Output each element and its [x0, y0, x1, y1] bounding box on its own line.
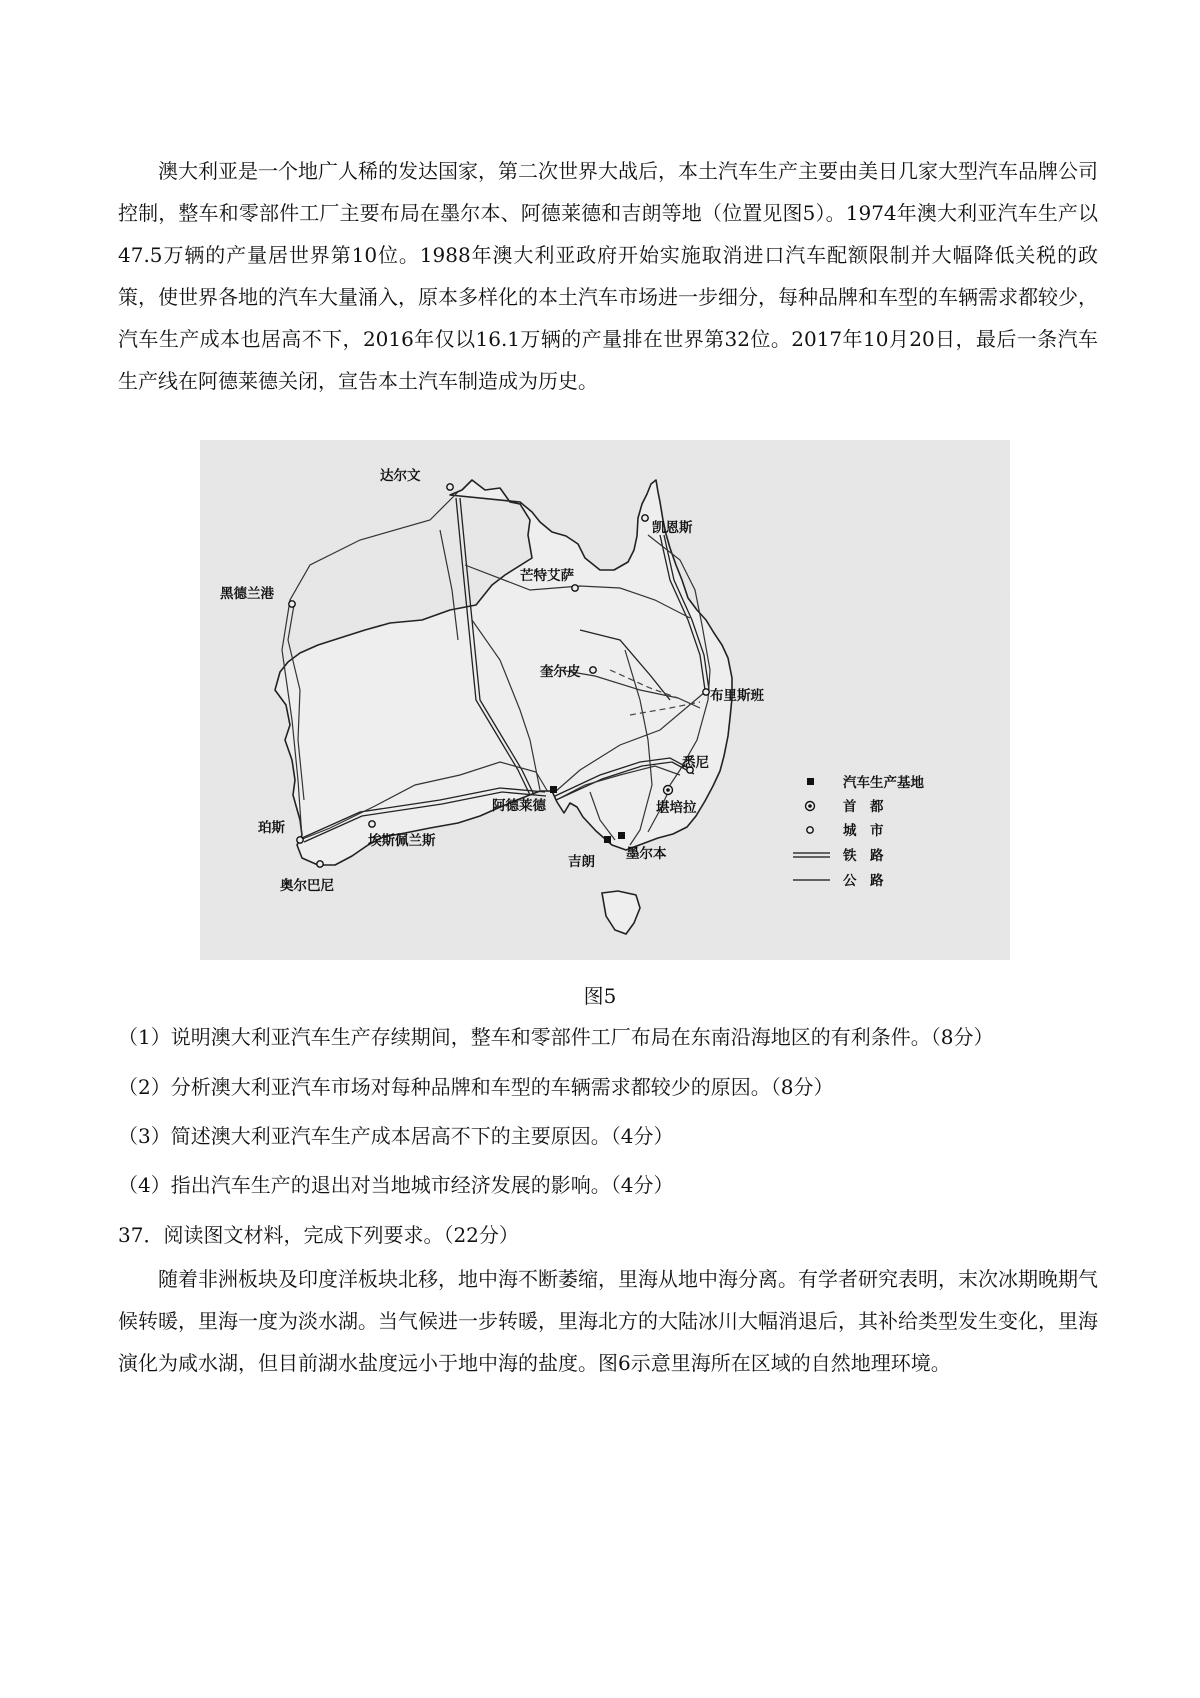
city-marker-esperance: [369, 821, 375, 827]
city-marker-albany: [317, 861, 323, 867]
legend-capital: 首 都: [843, 799, 884, 815]
label-esperance: 埃斯佩兰斯: [368, 833, 436, 849]
city-marker-port-hedland: [289, 601, 295, 607]
label-sydney: 悉尼: [682, 755, 709, 771]
label-melbourne: 墨尔本: [626, 846, 667, 862]
question-1: （1）说明澳大利亚汽车生产存续期间，整车和零部件工厂布局在东南沿海地区的有利条件。（8分）: [118, 1025, 994, 1049]
production-base-adelaide: [550, 786, 557, 793]
label-perth: 珀斯: [258, 820, 285, 836]
city-marker-perth: [297, 837, 303, 843]
label-port-hedland: 黑德兰港: [220, 586, 274, 602]
intro-paragraph: 澳大利亚是一个地广人稀的发达国家，第二次世界大战后，本土汽车生产主要由美日几家大型汽车品牌公司控制，整车和零部件工厂主要布局在墨尔本、阿德莱德和吉朗等地（位置见图5）。1974年澳大利亚汽车生产以47.5万辆的产量居世界第10位。1988年澳大利亚政府开始实施取消进口汽车配额限制并大幅降低关税的政策，使世界各地的汽车大量涌入，原本多样化的本土汽车市场进一步细分，每种品牌和车型的车辆需求都较少，汽车生产成本也居高不下，2016年仅以16.1万辆的产量排在世界第32位。2017年10月20日，最后一条汽车生产线在阿德莱德关闭，宣告本土汽车制造成为历史。: [118, 159, 1098, 393]
question-2: （2）分析澳大利亚汽车市场对每种品牌和车型的车辆需求都较少的原因。（8分）: [118, 1075, 834, 1099]
question-37-paragraph: 随着非洲板块及印度洋板块北移，地中海不断萎缩，里海从地中海分离。有学者研究表明，末次冰期晚期气候转暖，里海一度为淡水湖。当气候进一步转暖，里海北方的大陆冰川大幅消退后，其补给类型发生变化，里海演化为咸水湖，但目前湖水盐度远小于地中海的盐度。图6示意里海所在区域的自然地理环境。: [118, 1267, 1098, 1375]
city-marker-brisbane: [703, 689, 709, 695]
australia-map-figure: [200, 440, 1010, 960]
production-base-geelong: [604, 836, 611, 843]
city-marker-mount-isa: [572, 585, 578, 591]
label-quilpie: 奎尔皮: [540, 664, 581, 680]
label-adelaide: 阿德莱德: [492, 798, 546, 814]
question-4: （4）指出汽车生产的退出对当地城市经济发展的影响。（4分）: [118, 1173, 674, 1197]
city-marker-quilpie: [590, 667, 596, 673]
australia-map: [200, 440, 1010, 960]
legend-production-base: 汽车生产基地: [843, 775, 924, 791]
label-mount-isa: 芒特艾萨: [520, 568, 574, 584]
figure-caption: 图5: [583, 984, 617, 1008]
city-marker-darwin: [447, 484, 453, 490]
legend-city: 城 市: [843, 823, 884, 839]
production-base-melbourne: [618, 832, 625, 839]
label-albany: 奥尔巴尼: [280, 878, 334, 894]
city-marker-cairns: [642, 515, 648, 521]
question-3: （3）简述澳大利亚汽车生产成本居高不下的主要原因。（4分）: [118, 1124, 674, 1148]
legend-railway: 铁 路: [843, 848, 884, 864]
label-darwin: 达尔文: [380, 468, 421, 484]
label-canberra: 堪培拉: [656, 800, 697, 816]
question-37-heading: 37．阅读图文材料，完成下列要求。（22分）: [118, 1223, 519, 1247]
label-geelong: 吉朗: [568, 854, 595, 870]
label-cairns: 凯恩斯: [652, 520, 693, 536]
label-brisbane: 布里斯班: [710, 688, 764, 704]
legend-highway: 公 路: [843, 873, 884, 889]
